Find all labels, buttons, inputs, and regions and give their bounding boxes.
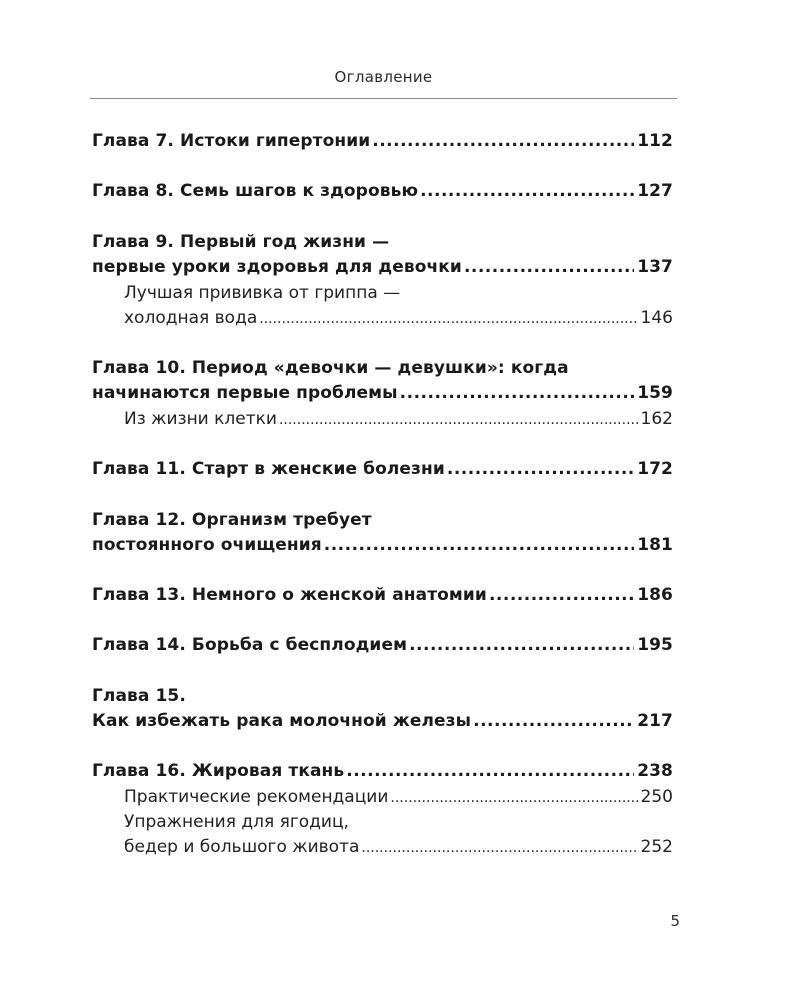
toc-entry-chapter-11[interactable]: [92, 456, 673, 482]
toc-entry-section-cell[interactable]: [124, 406, 673, 432]
toc-entry-chapter-14[interactable]: [92, 632, 673, 658]
toc-entry-chapter-9-line-2[interactable]: [92, 254, 673, 280]
toc-entry-chapter-15-line-2[interactable]: [92, 708, 673, 734]
dot-leader: [447, 456, 634, 482]
dot-leader: [473, 708, 634, 734]
toc-entry-title: бедер и большого живота: [124, 837, 360, 857]
toc-entry-page: 137: [637, 257, 673, 277]
toc-entry-title: начинаются первые проблемы: [92, 383, 398, 403]
dot-leader: [372, 128, 634, 154]
toc-entry-title: Глава 10. Период «девочки — девушки»: когда: [92, 358, 569, 378]
toc-entry-title: Глава 14. Борьба с бесплодием: [92, 635, 408, 655]
header-rule: [90, 98, 677, 99]
toc-entry-chapter-8[interactable]: [92, 178, 673, 204]
toc-entry-page: 195: [637, 635, 673, 655]
toc-entry-title: холодная вода: [124, 308, 258, 328]
page-number: 5: [670, 912, 680, 930]
toc-entry-section-flu-line-2[interactable]: [124, 305, 673, 331]
toc-entry-page: 252: [640, 837, 673, 857]
toc-entry-page: 162: [640, 409, 673, 429]
toc-entry-section-exercises-line-1[interactable]: [124, 809, 673, 835]
toc-entry-title: Лучшая прививка от гриппа —: [124, 283, 401, 303]
toc-entry-title: Из жизни клетки: [124, 409, 277, 429]
dot-leader: [409, 632, 634, 658]
toc-entry-title: Как избежать рака молочной железы: [92, 711, 472, 731]
toc-entry-title: Глава 9. Первый год жизни —: [92, 232, 390, 252]
toc-entry-page: 217: [637, 711, 673, 731]
toc-entry-page: 172: [637, 459, 673, 479]
dot-leader: [390, 784, 637, 811]
toc-entry-chapter-12-line-1[interactable]: [92, 507, 673, 533]
toc-entry-page: 112: [637, 131, 673, 151]
toc-entry-page: 186: [637, 585, 673, 605]
toc-entry-title: Глава 11. Старт в женские болезни: [92, 459, 445, 479]
running-head: Оглавление: [334, 68, 433, 86]
toc-entry-chapter-15-line-1[interactable]: [92, 683, 673, 709]
toc-entry-chapter-16[interactable]: [92, 758, 673, 784]
toc-entry-page: 250: [640, 787, 673, 807]
toc-entry-page: 159: [637, 383, 673, 403]
dot-leader: [324, 532, 634, 558]
dot-leader: [400, 380, 635, 406]
dot-leader: [464, 254, 634, 280]
toc-entry-title: постоянного очищения: [92, 535, 322, 555]
toc-entry-title: Упражнения для ягодиц,: [124, 812, 349, 832]
toc-entry-title: Практические рекомендации: [124, 787, 389, 807]
toc-entry-chapter-13[interactable]: [92, 582, 673, 608]
dot-leader: [489, 582, 634, 608]
toc-entry-page: 127: [637, 181, 673, 201]
toc-entry-title: Глава 13. Немного о женской анатомии: [92, 585, 487, 605]
toc-entry-section-flu-line-1[interactable]: [124, 280, 673, 306]
toc-entry-chapter-9-line-1[interactable]: [92, 229, 673, 255]
dot-leader: [279, 406, 638, 433]
toc-entry-title: Глава 7. Истоки гипертонии: [92, 131, 371, 151]
dot-leader: [361, 834, 637, 861]
toc-entry-page: 238: [637, 761, 673, 781]
toc-entry-chapter-12-line-2[interactable]: [92, 532, 673, 558]
toc-entry-title: Глава 8. Семь шагов к здоровью: [92, 181, 419, 201]
dot-leader: [346, 758, 634, 784]
toc-entry-title: первые уроки здоровья для девочки: [92, 257, 462, 277]
toc-entry-chapter-7[interactable]: [92, 128, 673, 154]
toc-entry-page: 146: [640, 308, 673, 328]
toc-entry-chapter-10-line-2[interactable]: [92, 380, 673, 406]
toc-entry-section-practical[interactable]: [124, 784, 673, 810]
toc-entry-title: Глава 15.: [92, 686, 186, 706]
toc-entry-title: Глава 12. Организм требует: [92, 510, 372, 530]
dot-leader: [420, 178, 634, 204]
dot-leader: [259, 305, 637, 332]
toc-entry-page: 181: [637, 535, 673, 555]
toc-entry-title: Глава 16. Жировая ткань: [92, 761, 345, 781]
toc-entry-section-exercises-line-2[interactable]: [124, 834, 673, 860]
toc-entry-chapter-10-line-1[interactable]: [92, 355, 673, 381]
